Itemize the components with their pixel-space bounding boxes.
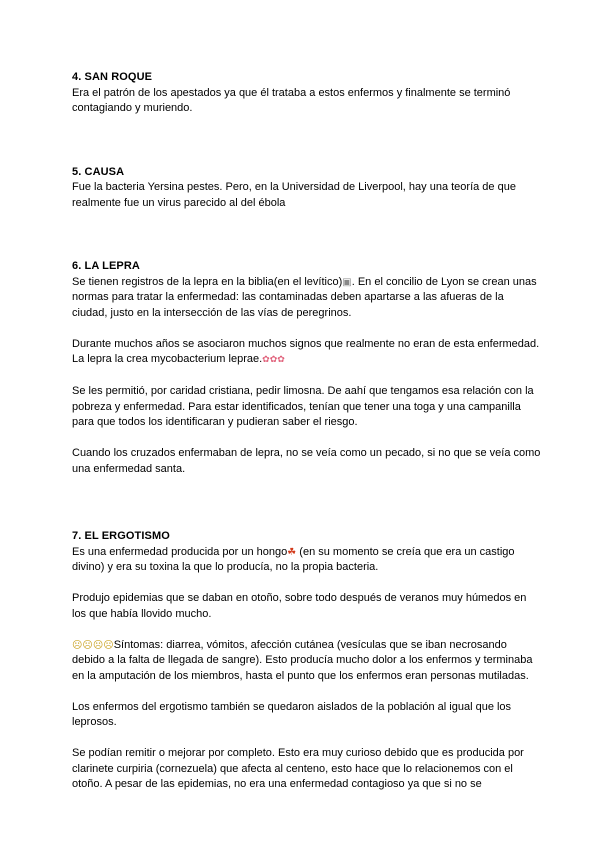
paragraph: Produjo epidemias que se daban en otoño, sobre todo después de veranos muy húmedos en los que había llovido mucho.: [72, 592, 527, 620]
paragraph: Se podían remitir o mejorar por completo. Esto era muy curioso debido que es producida por clarinete curpiria (cornezuela) que afecta al centeno, esto hace que lo relacionemos con el otoño. A pesar de las epidemias, no era una enfermedad contagioso ya que si no se: [72, 747, 524, 790]
spacer: [72, 117, 542, 165]
mushroom-icon: ☘: [287, 546, 297, 558]
paragraph-text: Es una enfermedad producida por un hongo: [72, 545, 288, 558]
heading-san-roque: 4. SAN ROQUE: [72, 71, 153, 83]
heading-ergotismo: 7. EL ERGOTISMO: [72, 530, 170, 542]
paragraph: Los enfermos del ergotismo también se quedaron aislados de la población al igual que los leprosos.: [72, 700, 512, 728]
spacer: [72, 477, 542, 529]
paragraph: Cuando los cruzados enfermaban de lepra, no se veía como un pecado, si no que se veía como una enfermedad santa.: [72, 447, 541, 475]
paragraph: [72, 275, 542, 322]
section-ergotismo: [72, 529, 542, 793]
sick-faces-icon: ☹☹☹☹: [72, 639, 114, 651]
paragraph-text: Se tienen registros de la lepra en la biblia(en el levítico): [72, 275, 343, 288]
paragraph: Era el patrón de los apestados ya que él trataba a estos enfermos y finalmente se terminó contagiando y muriendo.: [72, 86, 511, 114]
heading-lepra: 6. LA LEPRA: [72, 260, 140, 272]
book-icon: ▣: [342, 276, 352, 288]
paragraph: Se les permitió, por caridad cristiana, pedir limosna. De aahí que tengamos esa relación con la pobreza y enfermedad. Para estar identificados, tenían que tener una toga y una campanilla para que todos los identificaran y pudieran saber el riesgo.: [72, 385, 534, 428]
paragraph-text: Durante muchos años se asociaron muchos signos que realmente no eran de esta enfermedad. La lepra la crea mycobacterium leprae.: [72, 337, 540, 365]
paragraph: [72, 545, 542, 576]
document-page: [72, 70, 542, 793]
section-san-roque: [72, 70, 542, 117]
paragraph: [72, 337, 542, 369]
section-causa: [72, 165, 542, 212]
spacer: [72, 731, 542, 747]
paragraph: Fue la bacteria Yersina pestes. Pero, en la Universidad de Liverpool, hay una teoría de que realmente fue un virus parecido al del ébola: [72, 181, 516, 209]
spacer: [72, 369, 542, 385]
paragraph-text: (en su momento se creía que era un castigo divino) y era su toxina la que lo producía, no la propia bacteria.: [72, 545, 515, 573]
spacer: [72, 211, 542, 259]
paragraph: [72, 638, 542, 685]
hearts-icon: ✿✿✿: [262, 355, 285, 365]
spacer: [72, 622, 542, 638]
spacer: [72, 321, 542, 337]
spacer: [72, 684, 542, 700]
spacer: [72, 431, 542, 447]
section-lepra: [72, 259, 542, 477]
paragraph-text: Síntomas: diarrea, vómitos, afección cutánea (vesículas que se iban necrosando debido a la falta de llegada de sangre). Esto producía mucho dolor a los enfermos y terminaba en la amputación de los miembros, hasta el punto que los enfermos eran personas mutiladas.: [72, 638, 533, 682]
spacer: [72, 576, 542, 592]
heading-causa: 5. CAUSA: [72, 165, 125, 178]
paragraph-text: . En el concilio de Lyon se crean unas normas para tratar la enfermedad: las contaminadas deben apartarse a las afueras de la ciudad, justo en la intersección de las vías de peregrinos.: [72, 275, 537, 319]
